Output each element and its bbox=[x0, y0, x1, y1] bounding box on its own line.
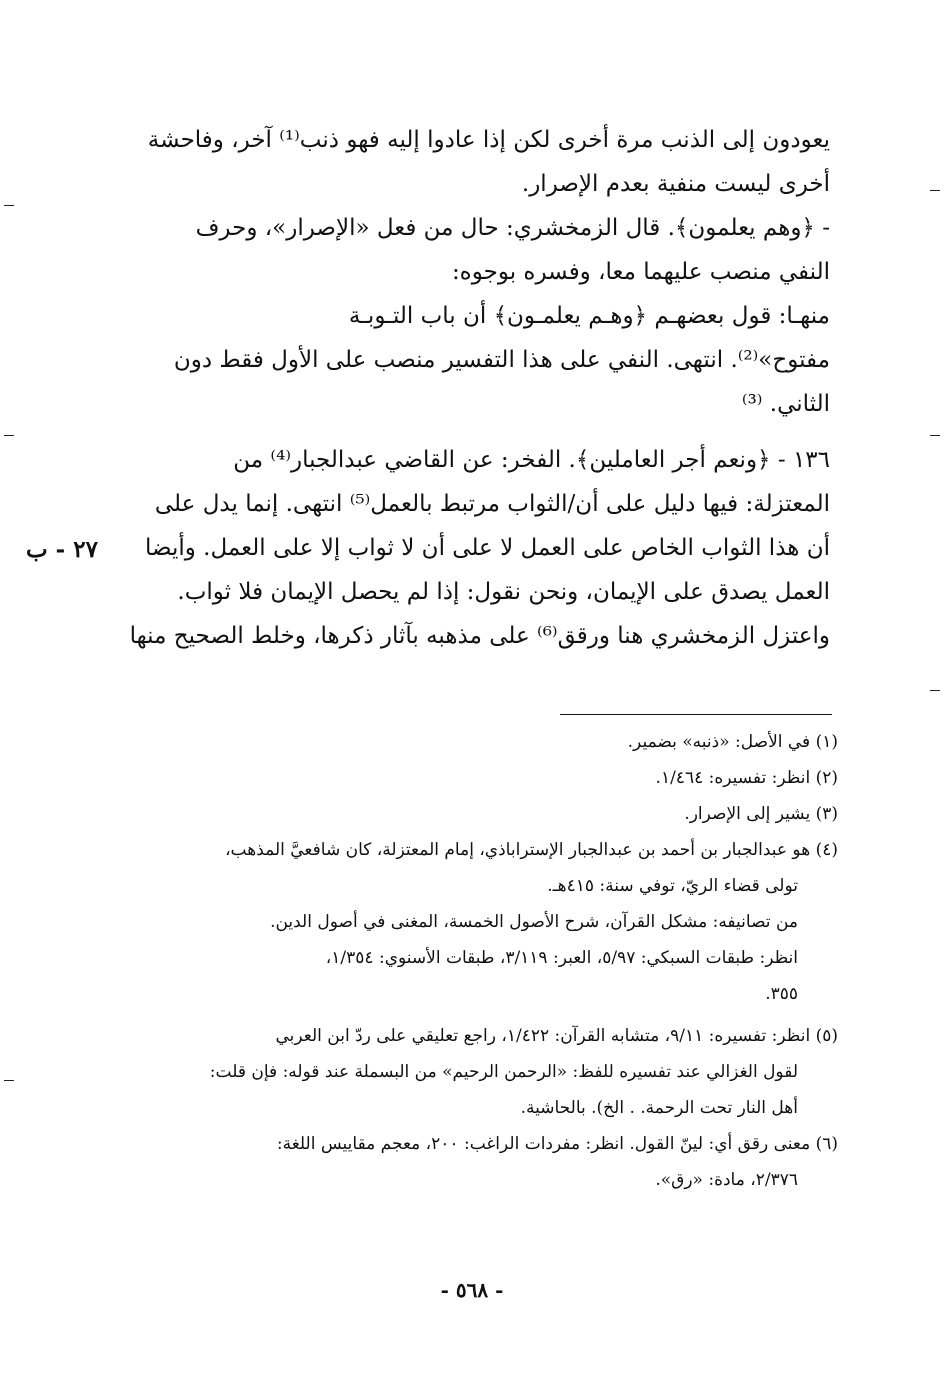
footnote-line: (٥) انظر: تفسيره: ٩/١١، متشابه القرآن: ١/٤٢٢، راجع تعليقي على ردّ ابن العربي bbox=[275, 1026, 838, 1046]
text-line: منهـا: قول بعضهـم ﴿وهـم يعلمـون﴾ أن باب التـوبـة bbox=[348, 303, 830, 329]
scan-edge-mark bbox=[4, 1080, 14, 1081]
footnote-line: أهل النار تحت الرحمة. . الخ). بالحاشية. bbox=[520, 1098, 798, 1118]
text-line: - ﴿وهم يعلمون﴾. قال الزمخشري: حال من فعل «الإصرار»، وحرف bbox=[195, 215, 830, 241]
footnote-line: ٢/٣٧٦، مادة: «رق». bbox=[655, 1170, 798, 1190]
footnote-line: (٣) يشير إلى الإصرار. bbox=[684, 804, 838, 824]
footnote-line: لقول الغزالي عند تفسيره للفظ: «الرحمن الرحيم» من البسملة عند قوله: فإن قلت: bbox=[209, 1062, 798, 1082]
manuscript-folio-note: ٢٧ - ب bbox=[26, 536, 98, 563]
footnote-line: من تصانيفه: مشكل القرآن، شرح الأصول الخمسة، المغنى في أصول الدين. bbox=[270, 912, 798, 932]
text-line: مفتوح»⁽²⁾. انتهى. النفي على هذا التفسير منصب على الأول فقط دون bbox=[173, 347, 830, 373]
footnote-line: ٣٥٥. bbox=[765, 984, 798, 1004]
scan-edge-mark bbox=[930, 690, 940, 691]
text-line: الثاني. ⁽³⁾ bbox=[741, 391, 830, 417]
text-line: أن هذا الثواب الخاص على العمل لا على أن لا ثواب إلا على العمل. وأيضا bbox=[144, 535, 830, 561]
text-line: ١٣٦ - ﴿ونعم أجر العاملين﴾. الفخر: عن القاضي عبدالجبار⁽⁴⁾ من bbox=[233, 447, 830, 473]
footnote-line: (٤) هو عبدالجبار بن أحمد بن عبدالجبار الإستراباذي، إمام المعتزلة، كان شافعيَّ المذهب، bbox=[225, 840, 838, 860]
text-line: المعتزلة: فيها دليل على أن/الثواب مرتبط بالعمل⁽⁵⁾ انتهى. إنما يدل على bbox=[154, 491, 830, 517]
text-line: أخرى ليست منفية بعدم الإصرار. bbox=[521, 171, 830, 197]
scan-edge-mark bbox=[930, 190, 940, 191]
text-line: يعودون إلى الذنب مرة أخرى لكن إذا عادوا إليه فهو ذنب⁽¹⁾ آخر، وفاحشة bbox=[147, 127, 830, 153]
scan-edge-mark bbox=[4, 205, 14, 206]
text-line: العمل يصدق على الإيمان، ونحن نقول: إذا لم يحصل الإيمان فلا ثواب. bbox=[177, 579, 830, 605]
page-number: - ٥٦٨ - bbox=[440, 1278, 504, 1302]
main-text bbox=[110, 118, 830, 658]
footnotes bbox=[118, 724, 838, 1198]
scan-edge-mark bbox=[930, 435, 940, 436]
footnote-line: تولى قضاء الريّ، توفي سنة: ٤١٥هـ. bbox=[547, 876, 798, 896]
footnote-line: (١) في الأصل: «ذنبه» بضمير. bbox=[627, 732, 838, 752]
text-line: النفي منصب عليهما معا، وفسره بوجوه: bbox=[451, 259, 830, 285]
text-line: واعتزل الزمخشري هنا ورقق⁽⁶⁾ على مذهبه بآثار ذكرها، وخلط الصحيح منها bbox=[129, 623, 830, 649]
footnote-line: (٦) معنى رقق أي: لينّ القول. انظر: مفردات الراغب: ٢٠٠، معجم مقاييس اللغة: bbox=[276, 1134, 838, 1154]
scan-edge-mark bbox=[4, 435, 14, 436]
footnote-line: انظر: طبقات السبكي: ٥/٩٧، العبر: ٣/١١٩، طبقات الأسنوي: ١/٣٥٤، bbox=[325, 948, 798, 968]
footnote-separator bbox=[560, 714, 832, 715]
footnote-line: (٢) انظر: تفسيره: ١/٤٦٤. bbox=[655, 768, 838, 788]
